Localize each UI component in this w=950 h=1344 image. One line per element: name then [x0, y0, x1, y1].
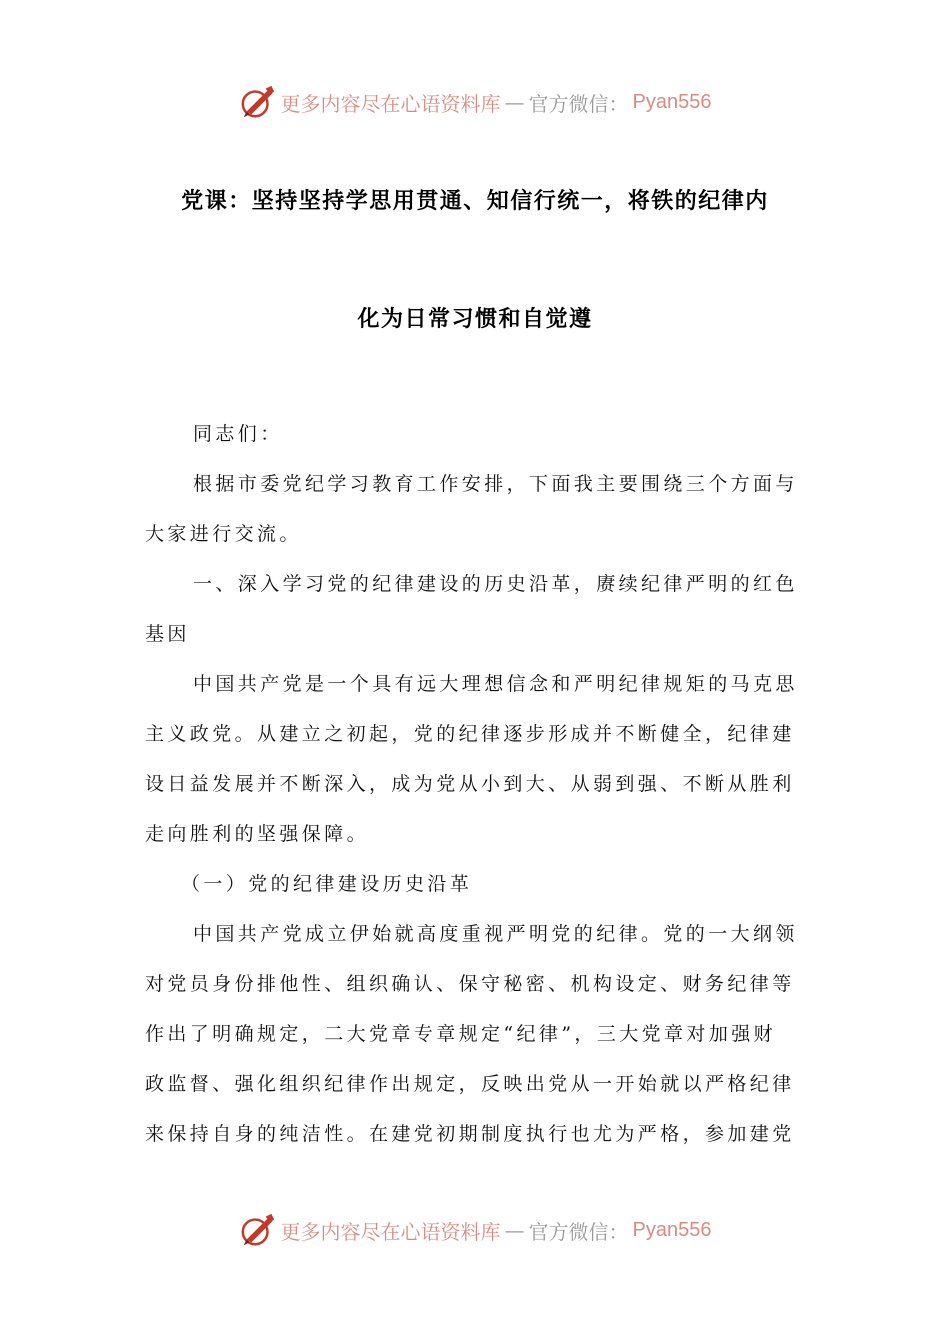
- banner-dash: —: [504, 90, 525, 114]
- p2-line-2: 对党员身份排他性、组织确认、保守秘密、机构设定、财务纪律等: [145, 973, 795, 995]
- p1-line-3: 设日益发展并不断深入，成为党从小到大、从弱到强、不断从胜利: [145, 773, 795, 795]
- banner-site-text: 更多内容尽在心语资料库: [280, 91, 501, 116]
- footer-banner: [0, 1208, 950, 1252]
- paragraph-2: [145, 909, 805, 1159]
- header-banner: [0, 80, 950, 124]
- banner-handle: Pyan556: [632, 90, 712, 113]
- intro-paragraph: [145, 459, 805, 559]
- section-1-line-1: 一、深入学习党的纪律建设的历史沿革，赓续纪律严明的红色: [193, 573, 798, 595]
- banner-dash: —: [504, 1218, 525, 1242]
- section-1-heading: [145, 559, 805, 659]
- p2-line-3: 作出了明确规定，二大党章专章规定“纪律”，三大党章对加强财: [145, 1023, 777, 1045]
- p2-line-5: 来保持自身的纯洁性。在建党初期制度执行也尤为严格，参加建党: [145, 1123, 795, 1145]
- intro-line-2: 大家进行交流。: [145, 523, 302, 545]
- document-title-line-1: 党课：坚持坚持学思用贯通、知信行统一，将铁的纪律内: [181, 189, 769, 214]
- banner-site-text: 更多内容尽在心语资料库: [280, 1219, 501, 1244]
- greeting-text: 同志们：: [193, 423, 283, 445]
- paragraph-1: [145, 659, 805, 859]
- p2-line-1: 中国共产党成立伊始就高度重视严明党的纪律。党的一大纲领: [193, 923, 798, 945]
- p1-line-4: 走向胜利的坚强保障。: [145, 823, 370, 845]
- p2-line-4: 政监督、强化组织纪律作出规定，反映出党从一开始就以严格纪律: [145, 1073, 795, 1095]
- subsection-1-heading: [145, 859, 805, 909]
- pen-logo-icon: [239, 83, 277, 121]
- subsection-1-text: （一）党的纪律建设历史沿革: [181, 873, 473, 895]
- p1-line-1: 中国共产党是一个具有远大理想信念和严明纪律规矩的马克思: [193, 673, 798, 695]
- greeting-paragraph: [145, 409, 805, 459]
- p1-line-2: 主义政党。从建立之初起，党的纪律逐步形成并不断健全，纪律建: [145, 723, 795, 745]
- pen-logo-icon: [239, 1211, 277, 1249]
- banner-official-text: 官方微信：: [528, 1219, 629, 1244]
- document-title-line-2: 化为日常习惯和自觉遵: [357, 307, 593, 332]
- banner-official-text: 官方微信：: [528, 91, 629, 116]
- banner-handle: Pyan556: [632, 1218, 712, 1241]
- intro-line-1: 根据市委党纪学习教育工作安排，下面我主要围绕三个方面与: [193, 473, 798, 495]
- section-1-line-2: 基因: [145, 623, 190, 645]
